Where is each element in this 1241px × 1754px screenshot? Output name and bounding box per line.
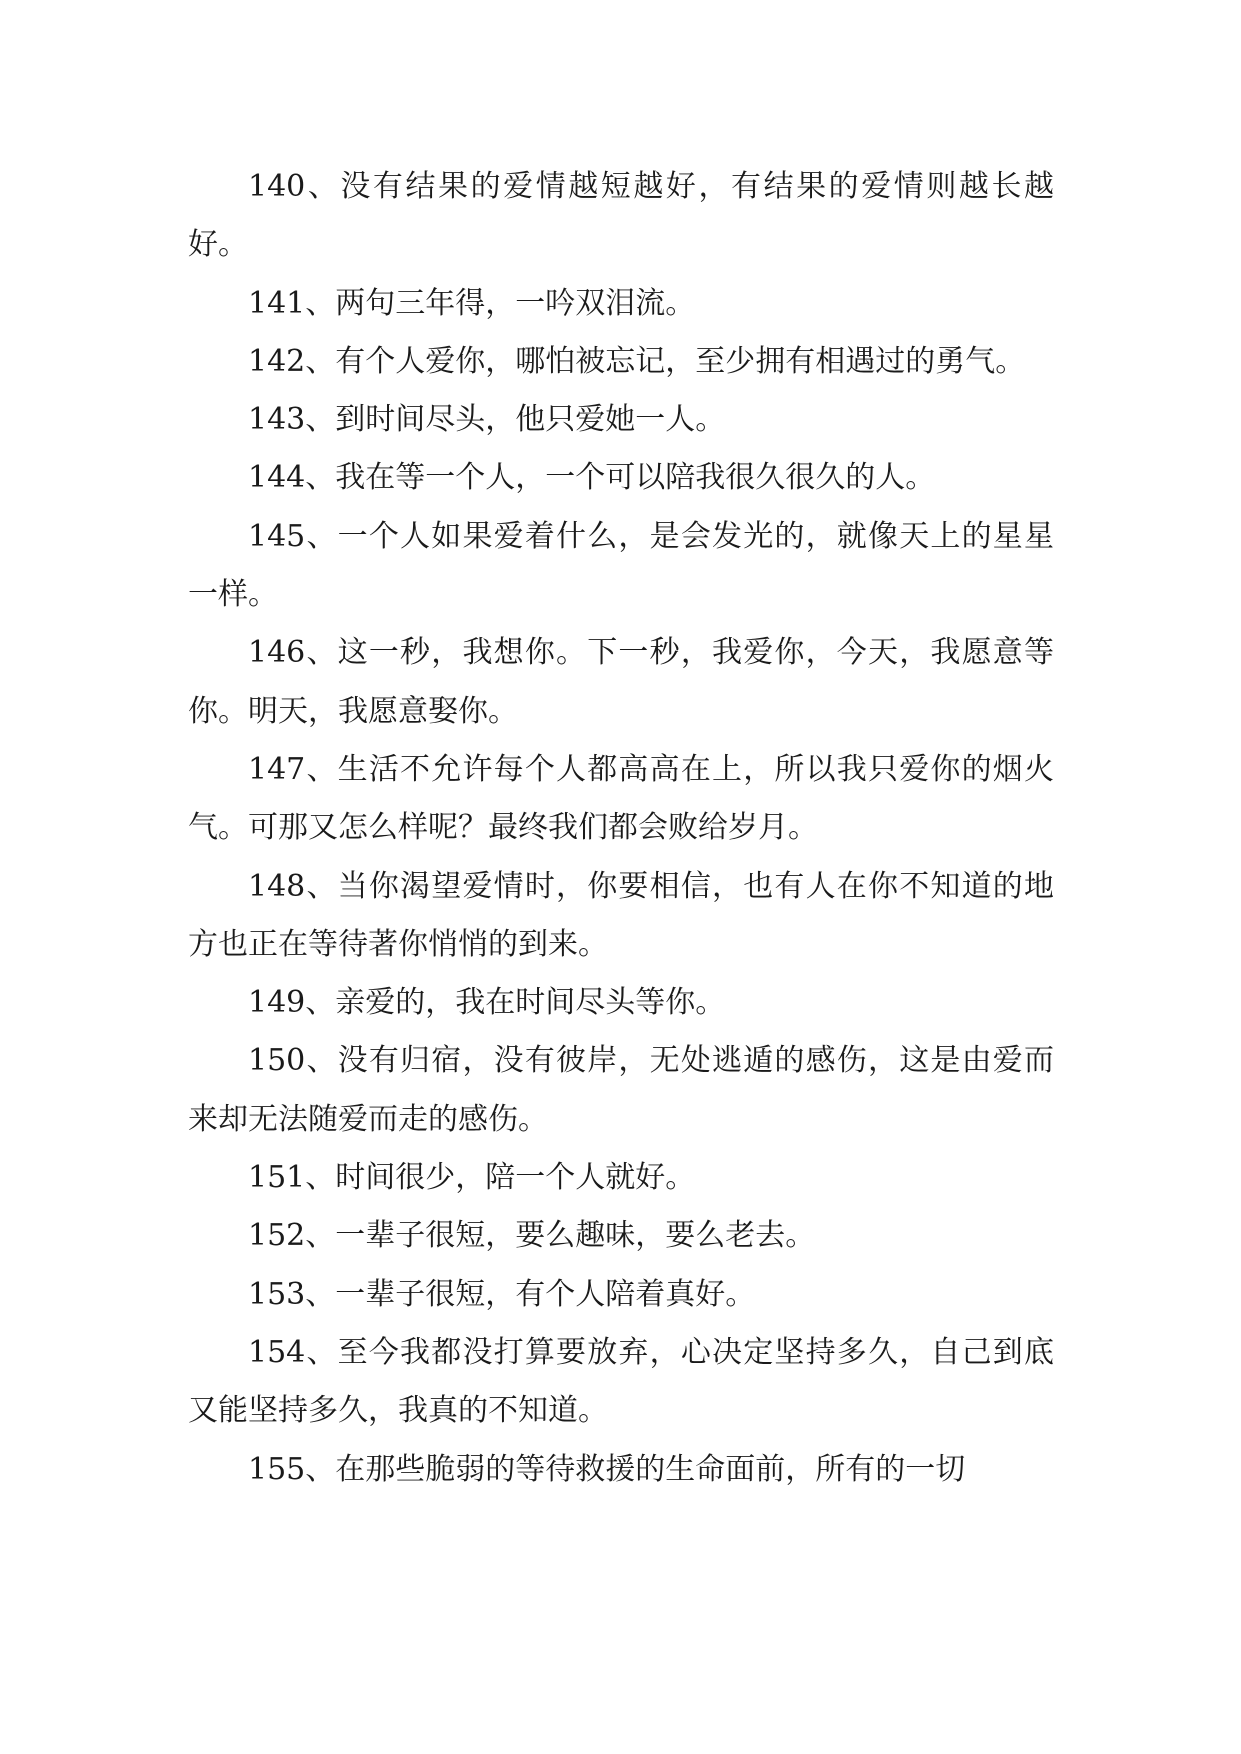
paragraph-154: 154、至今我都没打算要放弃，心决定坚持多久，自己到底又能坚持多久，我真的不知道。	[188, 1334, 1054, 1429]
paragraph-153: 153、一辈子很短，有个人陪着真好。	[248, 1276, 756, 1312]
paragraph-155: 155、在那些脆弱的等待救援的生命面前，所有的一切	[248, 1451, 966, 1487]
paragraph-144: 144、我在等一个人，一个可以陪我很久很久的人。	[248, 460, 936, 496]
paragraph-150: 150、没有归宿，没有彼岸，无处逃遁的感伤，这是由爱而来却无法随爱而走的感伤。	[188, 1043, 1054, 1137]
paragraph-143: 143、到时间尽头，他只爱她一人。	[248, 402, 726, 438]
paragraph-148: 148、当你渴望爱情时，你要相信，也有人在你不知道的地方也正在等待著你悄悄的到来。	[188, 868, 1054, 962]
document-body	[188, 158, 1054, 1499]
paragraph-146: 146、这一秒，我想你。下一秒，我爱你，今天，我愿意等你。明天，我愿意娶你。	[188, 635, 1054, 729]
paragraph-149: 149、亲爱的，我在时间尽头等你。	[248, 985, 726, 1021]
paragraph-152: 152、一辈子很短，要么趣味，要么老去。	[248, 1218, 816, 1254]
paragraph-151: 151、时间很少，陪一个人就好。	[248, 1160, 696, 1196]
paragraph-145: 145、一个人如果爱着什么，是会发光的，就像天上的星星一样。	[188, 518, 1054, 613]
paragraph-147: 147、生活不允许每个人都高高在上，所以我只爱你的烟火气。可那又怎么样呢？最终我们都会败给岁月。	[188, 751, 1054, 846]
paragraph-141: 141、两句三年得，一吟双泪流。	[248, 285, 696, 321]
paragraph-140: 140、没有结果的爱情越短越好，有结果的爱情则越长越好。	[188, 169, 1054, 263]
paragraph-142: 142、有个人爱你，哪怕被忘记，至少拥有相遇过的勇气。	[248, 343, 1026, 379]
